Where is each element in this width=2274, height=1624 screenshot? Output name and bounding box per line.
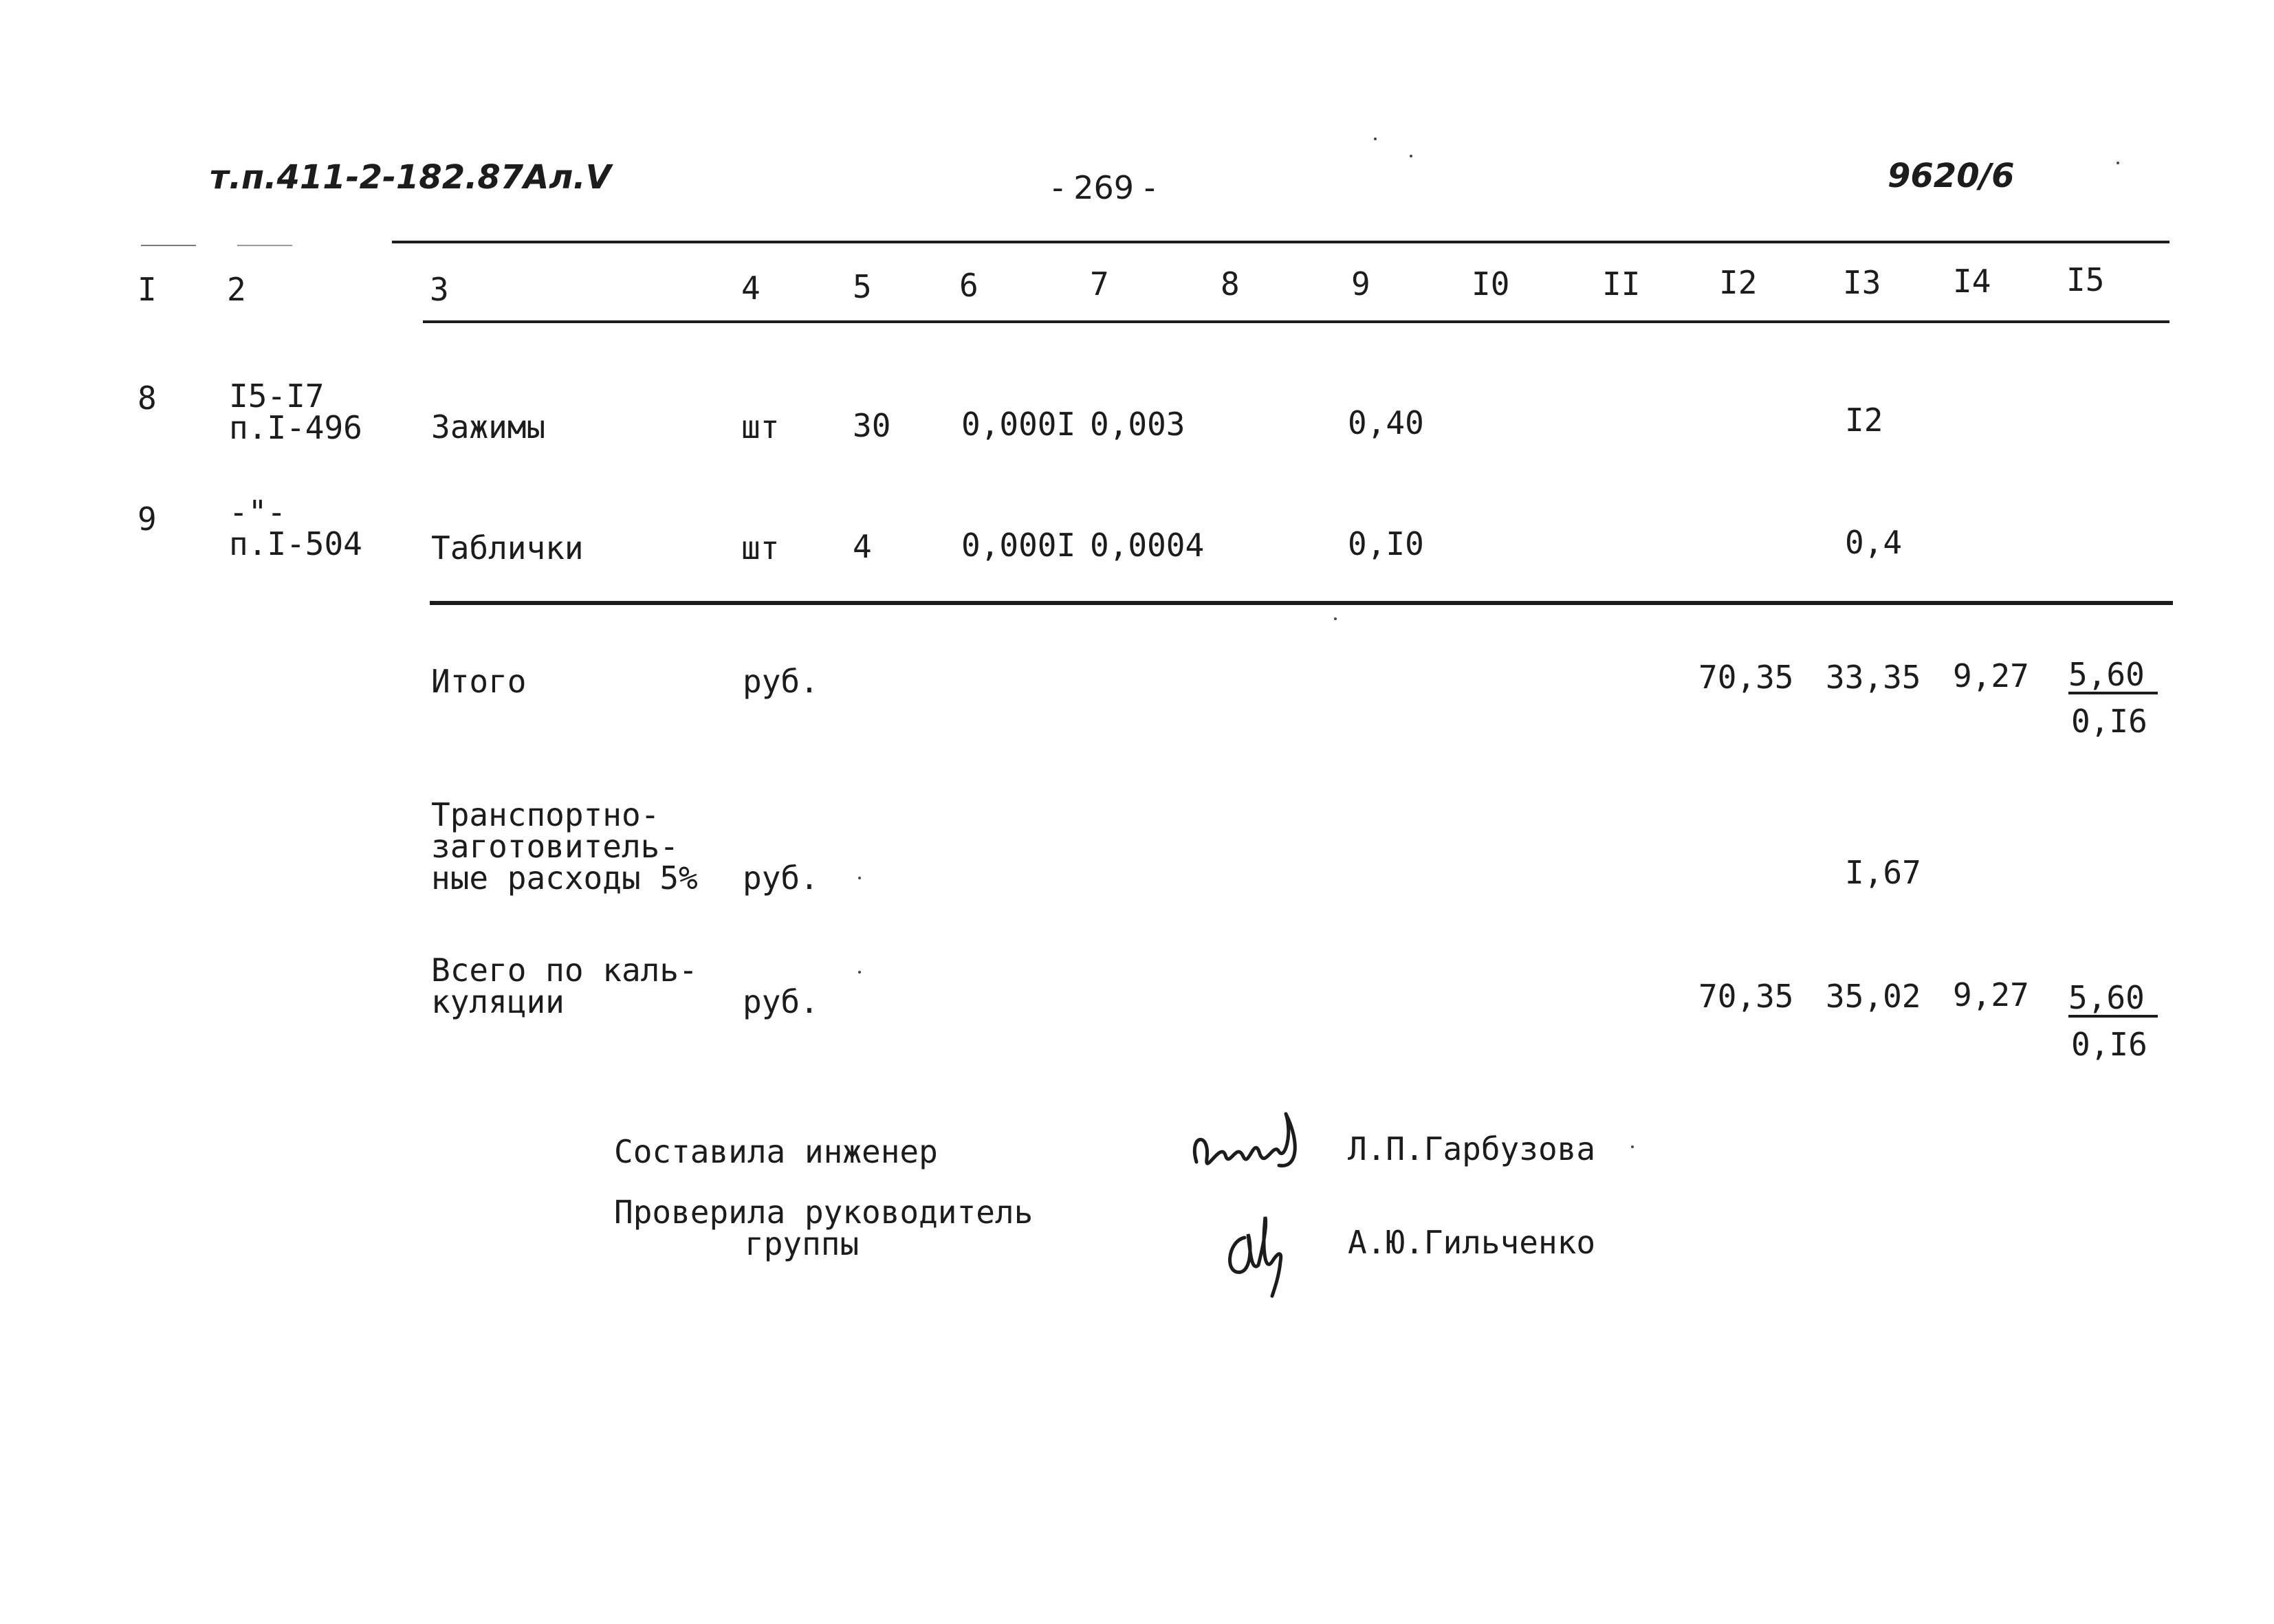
grand-total-col15-numerator: 5,60 bbox=[2068, 982, 2158, 1018]
total-label: Итого bbox=[431, 663, 527, 700]
row-reference bbox=[229, 496, 362, 560]
row-col13: 0,4 bbox=[1845, 524, 1903, 561]
items-bottom-rule bbox=[430, 601, 2173, 605]
column-number: 6 bbox=[959, 267, 979, 304]
row-col9: 0,40 bbox=[1348, 404, 1424, 441]
checked-by-label-line: группы bbox=[745, 1225, 860, 1262]
scan-speck bbox=[1374, 138, 1377, 140]
column-number: I5 bbox=[2066, 261, 2105, 298]
grand-total-label-line: куляции bbox=[431, 983, 565, 1020]
column-number: I3 bbox=[1843, 264, 1881, 301]
row-col9: 0,I0 bbox=[1348, 525, 1424, 562]
table-top-rule-fragment bbox=[141, 245, 196, 246]
column-number: 3 bbox=[430, 271, 449, 308]
column-number: I0 bbox=[1472, 265, 1510, 303]
column-number: 9 bbox=[1351, 265, 1370, 303]
checked-by-label-line: Проверила руководитель bbox=[614, 1194, 1034, 1231]
transport-label-line: ные расходы 5% bbox=[431, 859, 698, 897]
column-number: I2 bbox=[1719, 264, 1758, 301]
scan-speck bbox=[1334, 617, 1337, 620]
compiled-by-label: Составила инженер bbox=[614, 1133, 938, 1170]
table-top-rule-fragment bbox=[237, 245, 292, 246]
row-number: 9 bbox=[138, 501, 157, 538]
row-reference bbox=[229, 377, 362, 446]
grand-total-col14: 9,27 bbox=[1953, 976, 2029, 1013]
row-number: 8 bbox=[138, 380, 157, 417]
row-unit: шт bbox=[741, 408, 780, 446]
compiled-by-name: Л.П.Гарбузова bbox=[1348, 1130, 1596, 1167]
signature-mark-2 bbox=[1217, 1210, 1300, 1299]
total-col15-numerator: 5,60 bbox=[2068, 659, 2158, 694]
row-quantity: 4 bbox=[853, 528, 872, 565]
column-number: 7 bbox=[1090, 265, 1109, 303]
transport-label-line: заготовитель- bbox=[431, 828, 679, 865]
row-name: Зажимы bbox=[431, 408, 546, 446]
grand-total-col12: 70,35 bbox=[1698, 978, 1794, 1015]
grand-total-unit: руб. bbox=[743, 983, 819, 1020]
grand-total-label bbox=[431, 954, 698, 1018]
row-unit: шт bbox=[741, 529, 780, 567]
row-reference-line: п.I-496 bbox=[229, 409, 362, 446]
column-number: I bbox=[138, 271, 157, 308]
page-number: - 269 - bbox=[1052, 169, 1156, 206]
row-col6: 0,000I bbox=[961, 406, 1076, 443]
transport-label-line: Транспортно- bbox=[431, 796, 660, 833]
checked-by-label bbox=[614, 1196, 1033, 1260]
row-reference-line: I5-I7 bbox=[229, 377, 325, 415]
checked-by-name: А.Ю.Гильченко bbox=[1348, 1224, 1596, 1261]
row-col13: I2 bbox=[1845, 402, 1883, 439]
transport-label bbox=[431, 796, 698, 897]
row-name: Таблички bbox=[431, 529, 584, 567]
grand-total-label-line: Всего по каль- bbox=[431, 952, 698, 989]
row-quantity: 30 bbox=[853, 407, 891, 444]
column-number: II bbox=[1602, 265, 1641, 303]
document-code: 9620/6 bbox=[1888, 157, 2015, 195]
column-header-rule bbox=[423, 320, 2169, 323]
row-reference-line: п.I-504 bbox=[229, 525, 362, 562]
total-col14: 9,27 bbox=[1953, 657, 2029, 694]
total-col15-denominator: 0,I6 bbox=[2071, 703, 2147, 740]
column-number: 2 bbox=[227, 271, 246, 308]
total-col12: 70,35 bbox=[1698, 659, 1794, 696]
scan-speck bbox=[858, 877, 861, 879]
total-col13: 33,35 bbox=[1826, 659, 1921, 696]
row-col7: 0,0004 bbox=[1090, 527, 1205, 564]
transport-col13: I,67 bbox=[1845, 854, 1921, 891]
grand-total-col15-denominator: 0,I6 bbox=[2071, 1026, 2147, 1063]
row-col7: 0,003 bbox=[1090, 406, 1185, 443]
scan-speck bbox=[2117, 162, 2119, 164]
column-number: 4 bbox=[741, 270, 761, 307]
signature-mark-1 bbox=[1183, 1093, 1313, 1196]
column-number: I4 bbox=[1953, 263, 1991, 300]
column-number: 5 bbox=[853, 268, 872, 305]
column-number: 8 bbox=[1221, 265, 1240, 303]
transport-unit: руб. bbox=[743, 859, 819, 897]
grand-total-col13: 35,02 bbox=[1826, 978, 1921, 1015]
row-reference-line: -"- bbox=[229, 494, 287, 531]
scan-speck bbox=[1631, 1145, 1634, 1148]
row-col6: 0,000I bbox=[961, 527, 1076, 564]
total-unit: руб. bbox=[743, 663, 819, 700]
scan-speck bbox=[1410, 155, 1412, 157]
scan-speck bbox=[858, 971, 861, 974]
table-top-rule bbox=[392, 241, 2169, 243]
document-reference: т.п.411-2-182.87Ал.V bbox=[210, 158, 611, 197]
